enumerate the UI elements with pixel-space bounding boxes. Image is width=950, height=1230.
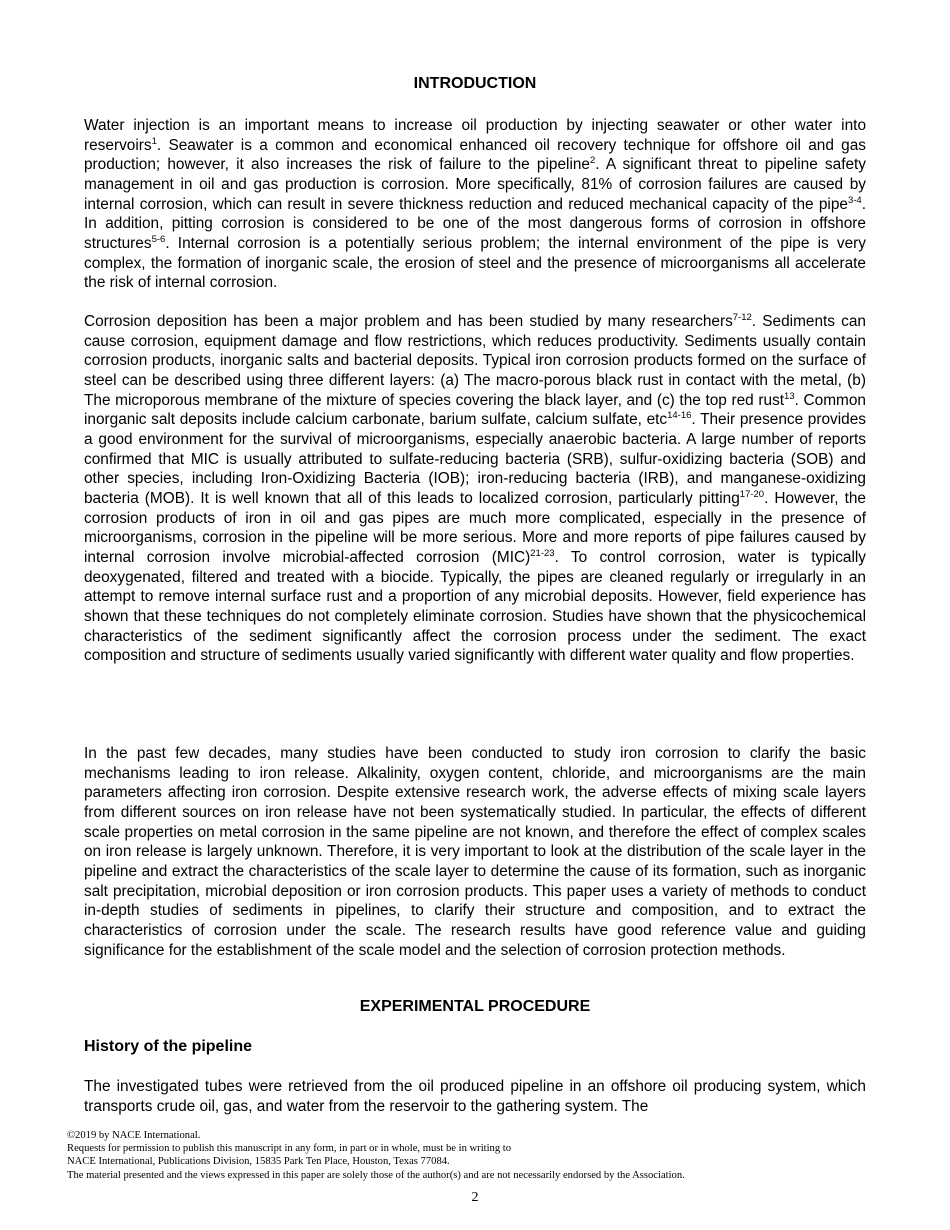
- page-number: 2: [471, 1190, 479, 1205]
- text-run: Corrosion deposition has been a major problem and has been studied by many researchers: [84, 313, 733, 330]
- footer-line: NACE International, Publications Division, 15835 Park Ten Place, Houston, Texas 77084.: [67, 1156, 450, 1168]
- experimental-procedure-heading: EXPERIMENTAL PROCEDURE: [359, 998, 591, 1015]
- text-run: . Sediments can cause corrosion, equipment damage and flow restrictions, which reduces productivity. Sediments usually contain corrosion products, inorganic salts and bacterial deposits. Typical iron corrosion products formed on the surface of steel can be described using three different layers: (a) The macro-porous black rust in contact with the metal, (b) The microporous membrane of the mixture of species covering the black layer, and (c) the top red rust: [84, 313, 866, 409]
- text-run: . In addition, pitting corrosion is considered to be one of the most dangerous forms of corrosion in offshore structures: [84, 195, 866, 252]
- footer-line: Requests for permission to publish this manuscript in any form, in part or in whole, must be in writing to: [67, 1143, 512, 1155]
- text-run: . Seawater is a common and economical enhanced oil recovery technique for offshore oil and gas production; however, it also increases the risk of failure to the pipeline: [84, 136, 866, 174]
- text-run: . Internal corrosion is a potentially serious problem; the internal environment of the pipe is very complex, the formation of inorganic scale, the erosion of steel and the presence of microorganisms all accelerate the risk of internal corrosion.: [84, 234, 866, 292]
- intro-paragraph-3: In the past few decades, many studies have been conducted to study iron corrosion to clarify the basic mechanisms leading to iron release. Alkalinity, oxygen content, chloride, and microorganisms are the main parameters affecting iron corrosion. Despite extensive research work, the adverse effects of mixing scale layers from different sources on iron release have not been systematically studied. In particular, the effects of different scale properties on metal corrosion in the same pipeline are not known, and therefore the effect of complex scales on iron release is largely unknown. Therefore, it is very important to look at the distribution of the scale layer in the pipeline and extract the characteristics of the scale layer to determine the cause of its formation, such as inorganic salt precipitation, microbial deposition or iron corrosion products. This paper uses a variety of methods to conduct in-depth studies of sediments in pipelines, to clarify their structure and composition, and to extract the characteristics of corrosion under the scale. The research results have good reference value and guiding significance for the establishment of the scale model and the selection of corrosion protection methods.: [84, 745, 866, 959]
- text-run: . Their presence provides a good environment for the survival of microorganisms, especially anaerobic bacteria. A large number of reports confirmed that MIC is usually attributed to sulfate-reducing bacteria (SRB), sulfur-oxidizing bacteria (SOB) and other species, including Iron-Oxidizing Bacteria (IOB); iron-reducing bacteria (IRB), and manganese-oxidizing bacteria (MOB). It is well known that all of this leads to localized corrosion, particularly pitting: [84, 411, 866, 507]
- citation-ref: 13: [784, 390, 795, 402]
- citation-ref: 3-4: [847, 194, 862, 206]
- text-run: . To control corrosion, water is typically deoxygenated, filtered and treated with a biocide. Typically, the pipes are cleaned regularly or irregularly in an attempt to remove internal surface rust and a proportion of any microbial deposits. However, field experience has shown that these techniques do not completely eliminate corrosion. Studies have shown that the physicochemical characteristics of the sediment significantly affect the corrosion process under the sediment. The exact composition and structure of sediments usually varied significantly with different water quality and flow properties.: [84, 548, 867, 665]
- citation-ref: 7-12: [732, 312, 752, 323]
- intro-paragraph-2: [84, 312, 866, 666]
- introduction-heading: INTRODUCTION: [413, 75, 537, 92]
- citation-ref: 14-16: [667, 410, 692, 422]
- footer-line: The material presented and the views expressed in this paper are solely those of the author(s) and are not necessarily endorsed by the Association.: [67, 1169, 685, 1181]
- copyright-footer: [67, 1129, 887, 1182]
- citation-ref: 5-6: [151, 233, 166, 245]
- text-run: . However, the corrosion products of iron in oil and gas pipes are much more complicated, especially in the presence of microorganisms, corrosion in the pipeline will be more serious. More and more reports of pipe failures caused by internal corrosion involve microbial-affected corrosion (MIC): [84, 489, 866, 566]
- text-run: . Common inorganic salt deposits include calcium carbonate, barium sulfate, calcium sulfate, etc: [84, 391, 866, 429]
- citation-ref: 17-20: [739, 488, 765, 500]
- citation-ref: 21-23: [530, 547, 555, 559]
- citation-ref: 2: [589, 155, 596, 167]
- history-subheading: History of the pipeline: [84, 1038, 253, 1055]
- footer-line: ©2019 by NACE International.: [67, 1130, 201, 1141]
- experimental-paragraph-1: The investigated tubes were retrieved from the oil produced pipeline in an offshore oil producing system, which transports crude oil, gas, and water from the reservoir to the gathering system. The: [84, 1078, 866, 1115]
- text-run: . A significant threat to pipeline safety management in oil and gas production is corrosion. More specifically, 81% of corrosion failures are caused by internal corrosion, which can result in severe thickness reduction and reduced mechanical capacity of the pipe: [84, 156, 866, 213]
- citation-ref: 1: [151, 135, 157, 147]
- text-run: Water injection is an important means to increase oil production by injecting seawater or other water into reservoirs: [84, 117, 866, 154]
- intro-paragraph-1: [84, 116, 866, 293]
